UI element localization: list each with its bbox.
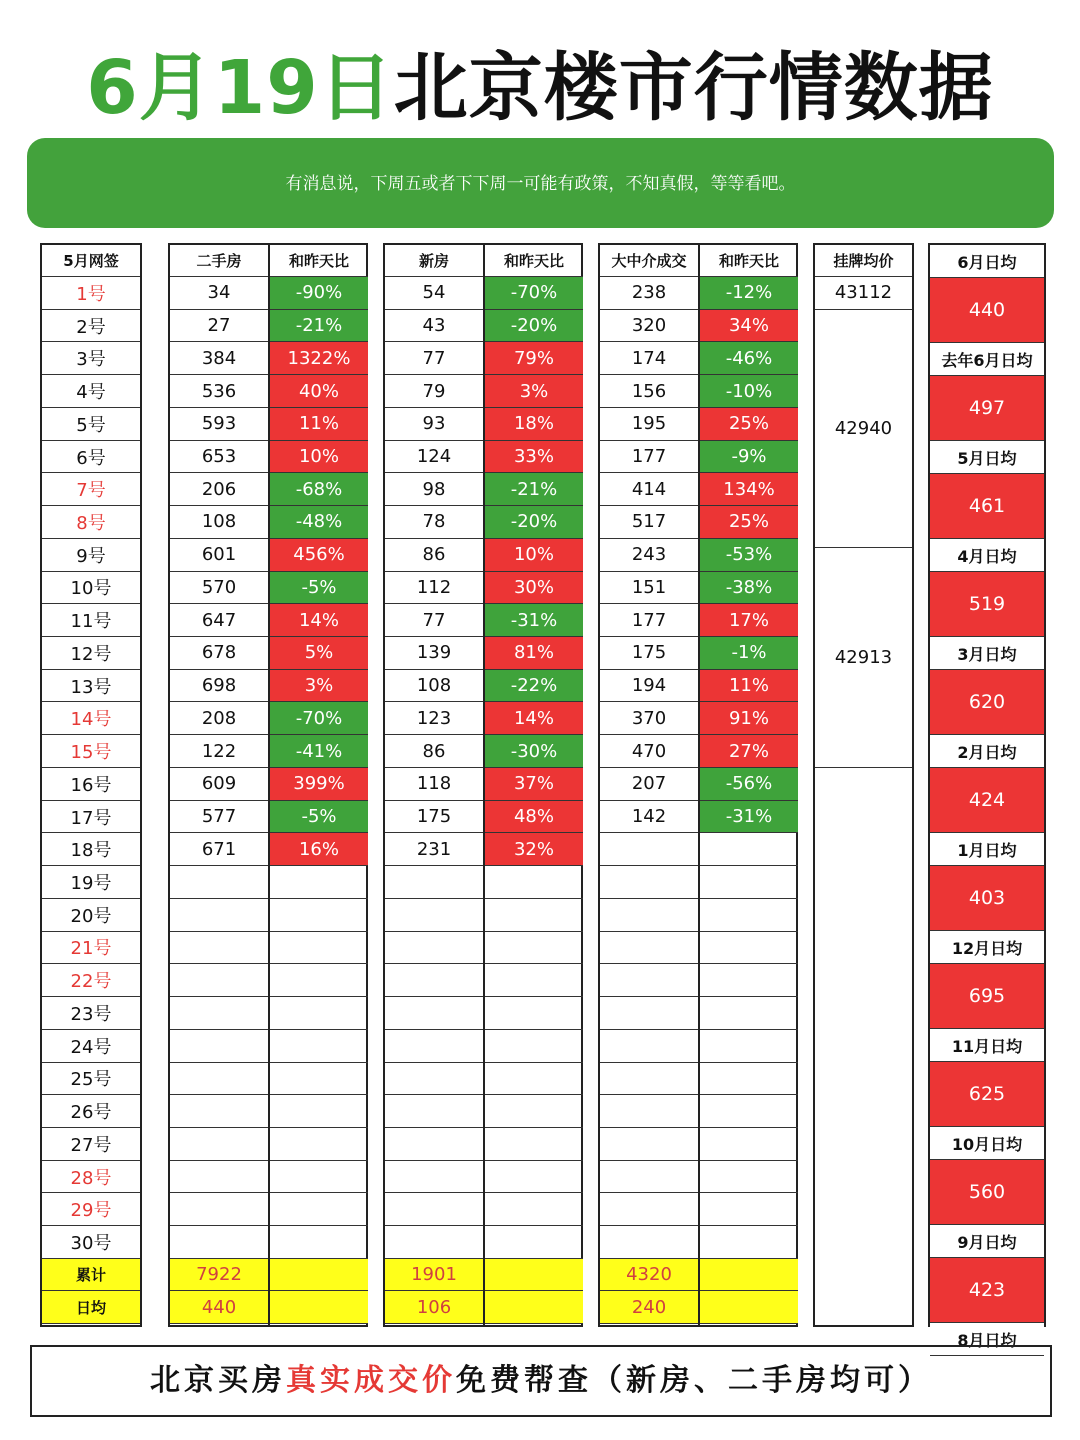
month-average: 461 — [930, 474, 1044, 539]
change-cell — [485, 1128, 583, 1161]
month-average: 620 — [930, 670, 1044, 735]
value-cell — [600, 1193, 698, 1226]
change-cell: -5% — [270, 801, 368, 834]
change-cell: 5% — [270, 637, 368, 670]
change-cell — [700, 866, 798, 899]
change-cell: -20% — [485, 506, 583, 539]
title-date: 6月19日 — [86, 45, 394, 131]
value-cell — [385, 997, 483, 1030]
total-empty — [700, 1259, 798, 1292]
month-label: 3月日均 — [930, 637, 1044, 670]
value-cell: 384 — [170, 342, 268, 375]
day-label: 26号 — [42, 1095, 140, 1128]
day-label: 8号 — [42, 506, 140, 539]
value-cell: 470 — [600, 735, 698, 768]
column-header: 和昨天比 — [700, 245, 798, 277]
title-text: 北京楼市行情数据 — [393, 45, 994, 131]
change-cell: -20% — [485, 310, 583, 343]
column-header: 和昨天比 — [270, 245, 368, 277]
value-cell: 142 — [600, 801, 698, 834]
change-cell: -70% — [270, 702, 368, 735]
value-cell — [170, 1226, 268, 1259]
change-cell: 34% — [700, 310, 798, 343]
day-label: 6号 — [42, 441, 140, 474]
month-average: 625 — [930, 1062, 1044, 1127]
column-header: 大中介成交 — [600, 245, 698, 277]
change-cell — [700, 1063, 798, 1096]
change-cell: 11% — [270, 408, 368, 441]
value-cell — [170, 1193, 268, 1226]
value-cell — [600, 964, 698, 997]
value-cell — [170, 1128, 268, 1161]
value-cell — [170, 997, 268, 1030]
value-cell — [385, 932, 483, 965]
value-cell: 370 — [600, 702, 698, 735]
change-cell: -41% — [270, 735, 368, 768]
newhouse-table — [383, 243, 583, 1327]
value-cell: 151 — [600, 572, 698, 605]
change-cell — [700, 833, 798, 866]
change-cell — [270, 964, 368, 997]
change-cell: 10% — [270, 441, 368, 474]
listing-price: 42940 — [815, 310, 912, 548]
average-empty — [700, 1291, 798, 1324]
value-cell: 139 — [385, 637, 483, 670]
month-average: 519 — [930, 572, 1044, 637]
value-cell: 208 — [170, 702, 268, 735]
change-cell — [485, 1030, 583, 1063]
monthly-column — [930, 245, 1044, 1350]
average-empty — [270, 1291, 368, 1324]
average-value: 106 — [385, 1291, 483, 1324]
change-cell: -90% — [270, 277, 368, 310]
change-cell — [270, 866, 368, 899]
change-cell — [270, 932, 368, 965]
day-label: 10号 — [42, 572, 140, 605]
change-cell — [270, 1095, 368, 1128]
change-cell — [270, 1030, 368, 1063]
total-value: 4320 — [600, 1259, 698, 1292]
change-cell — [485, 997, 583, 1030]
total-empty — [270, 1259, 368, 1292]
newhouse-value-column — [385, 245, 483, 1325]
value-cell — [385, 1063, 483, 1096]
footer-text-c: 免费帮查（新房、二手房均可） — [456, 1363, 932, 1398]
change-cell — [700, 964, 798, 997]
value-cell — [385, 1128, 483, 1161]
day-label: 3号 — [42, 342, 140, 375]
agency-change-column — [698, 245, 798, 1325]
value-cell: 231 — [385, 833, 483, 866]
change-cell: 11% — [700, 670, 798, 703]
footer-text-highlight: 真实成交价 — [286, 1363, 456, 1398]
change-cell — [270, 1128, 368, 1161]
footer-banner — [30, 1345, 1052, 1417]
change-cell: 25% — [700, 408, 798, 441]
change-cell: -12% — [700, 277, 798, 310]
change-cell: -48% — [270, 506, 368, 539]
value-cell — [170, 964, 268, 997]
value-cell: 517 — [600, 506, 698, 539]
value-cell: 86 — [385, 735, 483, 768]
month-label: 9月日均 — [930, 1225, 1044, 1258]
day-label: 28号 — [42, 1161, 140, 1194]
footer-text-a: 北京买房 — [150, 1363, 286, 1398]
column-header: 新房 — [385, 245, 483, 277]
change-cell — [700, 932, 798, 965]
change-cell — [485, 1161, 583, 1194]
value-cell — [170, 866, 268, 899]
value-cell — [385, 1161, 483, 1194]
value-cell — [170, 1030, 268, 1063]
change-cell — [485, 964, 583, 997]
day-label: 24号 — [42, 1030, 140, 1063]
change-cell: -31% — [485, 604, 583, 637]
total-empty — [485, 1259, 583, 1292]
month-average: 403 — [930, 866, 1044, 931]
month-label: 6月日均 — [930, 245, 1044, 278]
change-cell: 37% — [485, 768, 583, 801]
change-cell: -5% — [270, 572, 368, 605]
day-label: 18号 — [42, 833, 140, 866]
value-cell — [170, 932, 268, 965]
change-cell: -30% — [485, 735, 583, 768]
day-label: 15号 — [42, 735, 140, 768]
change-cell — [700, 1226, 798, 1259]
average-empty — [485, 1291, 583, 1324]
change-cell — [485, 1226, 583, 1259]
change-cell — [270, 1063, 368, 1096]
change-cell: -70% — [485, 277, 583, 310]
page-title — [0, 40, 1080, 136]
value-cell — [385, 1095, 483, 1128]
column-header: 5月网签 — [42, 245, 140, 277]
change-cell — [700, 1128, 798, 1161]
value-cell: 34 — [170, 277, 268, 310]
value-cell: 175 — [600, 637, 698, 670]
day-label: 20号 — [42, 899, 140, 932]
month-label: 去年6月日均 — [930, 343, 1044, 376]
value-cell: 177 — [600, 604, 698, 637]
change-cell: 79% — [485, 342, 583, 375]
value-cell — [385, 1030, 483, 1063]
change-cell: 30% — [485, 572, 583, 605]
value-cell: 77 — [385, 604, 483, 637]
change-cell — [700, 899, 798, 932]
day-label: 7号 — [42, 473, 140, 506]
column-header: 挂牌均价 — [815, 245, 912, 277]
change-cell: -38% — [700, 572, 798, 605]
change-cell — [270, 997, 368, 1030]
month-label: 1月日均 — [930, 833, 1044, 866]
average-label: 日均 — [42, 1291, 140, 1324]
value-cell: 79 — [385, 375, 483, 408]
value-cell: 108 — [170, 506, 268, 539]
column-header: 二手房 — [170, 245, 268, 277]
change-cell: 134% — [700, 473, 798, 506]
day-label: 2号 — [42, 310, 140, 343]
change-cell — [270, 1193, 368, 1226]
change-cell: 3% — [270, 670, 368, 703]
value-cell — [600, 1063, 698, 1096]
change-cell: 1322% — [270, 342, 368, 375]
change-cell: -22% — [485, 670, 583, 703]
change-cell: 81% — [485, 637, 583, 670]
value-cell: 678 — [170, 637, 268, 670]
total-value: 1901 — [385, 1259, 483, 1292]
average-value: 440 — [170, 1291, 268, 1324]
value-cell — [600, 1095, 698, 1128]
agency-value-column — [600, 245, 698, 1325]
change-cell — [700, 1095, 798, 1128]
total-value: 7922 — [170, 1259, 268, 1292]
day-label: 14号 — [42, 702, 140, 735]
value-cell — [385, 899, 483, 932]
month-label: 10月日均 — [930, 1127, 1044, 1160]
change-cell: 27% — [700, 735, 798, 768]
change-cell: -21% — [485, 473, 583, 506]
day-label: 30号 — [42, 1226, 140, 1259]
value-cell: 653 — [170, 441, 268, 474]
value-cell: 570 — [170, 572, 268, 605]
value-cell: 77 — [385, 342, 483, 375]
month-label: 8月日均 — [930, 1323, 1044, 1356]
value-cell: 98 — [385, 473, 483, 506]
change-cell: 32% — [485, 833, 583, 866]
change-cell: 40% — [270, 375, 368, 408]
value-cell: 175 — [385, 801, 483, 834]
value-cell: 177 — [600, 441, 698, 474]
value-cell — [170, 1161, 268, 1194]
value-cell: 123 — [385, 702, 483, 735]
listing-price-table — [813, 243, 914, 1327]
value-cell: 108 — [385, 670, 483, 703]
value-cell — [600, 866, 698, 899]
value-cell — [385, 1226, 483, 1259]
value-cell: 78 — [385, 506, 483, 539]
value-cell: 243 — [600, 539, 698, 572]
month-label: 2月日均 — [930, 735, 1044, 768]
value-cell: 577 — [170, 801, 268, 834]
newhouse-change-column — [483, 245, 583, 1325]
change-cell — [700, 1161, 798, 1194]
value-cell — [600, 833, 698, 866]
change-cell — [485, 932, 583, 965]
change-cell: -10% — [700, 375, 798, 408]
change-cell: -46% — [700, 342, 798, 375]
day-label: 29号 — [42, 1193, 140, 1226]
monthly-average-table — [928, 243, 1046, 1350]
change-cell: 399% — [270, 768, 368, 801]
change-cell — [485, 866, 583, 899]
value-cell — [385, 964, 483, 997]
change-cell: 18% — [485, 408, 583, 441]
change-cell: 33% — [485, 441, 583, 474]
day-label: 11号 — [42, 604, 140, 637]
day-label: 22号 — [42, 964, 140, 997]
value-cell: 174 — [600, 342, 698, 375]
month-average: 424 — [930, 768, 1044, 833]
secondhand-change-column — [268, 245, 368, 1325]
day-label: 16号 — [42, 768, 140, 801]
day-label: 23号 — [42, 997, 140, 1030]
value-cell — [600, 932, 698, 965]
month-average: 560 — [930, 1160, 1044, 1225]
change-cell: 17% — [700, 604, 798, 637]
change-cell: 14% — [270, 604, 368, 637]
listing-price: 43112 — [815, 277, 912, 310]
value-cell: 647 — [170, 604, 268, 637]
listing-price: 42913 — [815, 548, 912, 768]
value-cell — [600, 1030, 698, 1063]
value-cell: 601 — [170, 539, 268, 572]
change-cell: -9% — [700, 441, 798, 474]
value-cell: 54 — [385, 277, 483, 310]
value-cell — [170, 1063, 268, 1096]
value-cell: 320 — [600, 310, 698, 343]
secondhand-table — [168, 243, 368, 1327]
value-cell — [600, 1161, 698, 1194]
change-cell — [485, 1063, 583, 1096]
change-cell — [700, 1193, 798, 1226]
agency-table — [598, 243, 798, 1327]
change-cell: -31% — [700, 801, 798, 834]
change-cell: 91% — [700, 702, 798, 735]
change-cell: -68% — [270, 473, 368, 506]
value-cell — [385, 1193, 483, 1226]
day-column — [42, 245, 140, 1325]
value-cell: 536 — [170, 375, 268, 408]
day-label: 17号 — [42, 801, 140, 834]
value-cell: 698 — [170, 670, 268, 703]
month-label: 4月日均 — [930, 539, 1044, 572]
day-label: 13号 — [42, 670, 140, 703]
value-cell — [600, 1128, 698, 1161]
change-cell: 48% — [485, 801, 583, 834]
change-cell — [485, 1095, 583, 1128]
change-cell: -53% — [700, 539, 798, 572]
value-cell — [170, 1095, 268, 1128]
day-label: 19号 — [42, 866, 140, 899]
month-average: 423 — [930, 1258, 1044, 1323]
value-cell: 43 — [385, 310, 483, 343]
value-cell — [600, 1226, 698, 1259]
value-cell: 124 — [385, 441, 483, 474]
day-label: 25号 — [42, 1063, 140, 1096]
value-cell: 93 — [385, 408, 483, 441]
value-cell: 194 — [600, 670, 698, 703]
value-cell: 156 — [600, 375, 698, 408]
average-value: 240 — [600, 1291, 698, 1324]
value-cell — [385, 866, 483, 899]
day-label: 1号 — [42, 277, 140, 310]
value-cell: 195 — [600, 408, 698, 441]
total-label: 累计 — [42, 1259, 140, 1292]
change-cell — [485, 1193, 583, 1226]
day-label: 4号 — [42, 375, 140, 408]
value-cell: 593 — [170, 408, 268, 441]
value-cell: 609 — [170, 768, 268, 801]
month-average: 497 — [930, 376, 1044, 441]
day-label: 27号 — [42, 1128, 140, 1161]
change-cell: -1% — [700, 637, 798, 670]
change-cell: 456% — [270, 539, 368, 572]
value-cell: 122 — [170, 735, 268, 768]
change-cell — [700, 1030, 798, 1063]
month-label: 11月日均 — [930, 1029, 1044, 1062]
value-cell — [600, 997, 698, 1030]
value-cell: 671 — [170, 833, 268, 866]
month-label: 12月日均 — [930, 931, 1044, 964]
secondhand-value-column — [170, 245, 268, 1325]
value-cell: 112 — [385, 572, 483, 605]
change-cell: 10% — [485, 539, 583, 572]
value-cell — [170, 899, 268, 932]
month-average: 440 — [930, 278, 1044, 343]
change-cell: 25% — [700, 506, 798, 539]
change-cell — [270, 899, 368, 932]
month-label: 5月日均 — [930, 441, 1044, 474]
change-cell: -56% — [700, 768, 798, 801]
change-cell: -21% — [270, 310, 368, 343]
day-label: 5号 — [42, 408, 140, 441]
value-cell: 118 — [385, 768, 483, 801]
day-label: 12号 — [42, 637, 140, 670]
value-cell — [600, 899, 698, 932]
value-cell: 27 — [170, 310, 268, 343]
month-average: 695 — [930, 964, 1044, 1029]
day-label: 21号 — [42, 932, 140, 965]
day-table — [40, 243, 142, 1327]
column-header: 和昨天比 — [485, 245, 583, 277]
listing-column — [815, 245, 912, 1325]
value-cell: 206 — [170, 473, 268, 506]
value-cell: 238 — [600, 277, 698, 310]
value-cell: 207 — [600, 768, 698, 801]
value-cell: 414 — [600, 473, 698, 506]
change-cell — [270, 1226, 368, 1259]
change-cell: 16% — [270, 833, 368, 866]
value-cell: 86 — [385, 539, 483, 572]
change-cell — [485, 899, 583, 932]
change-cell — [700, 997, 798, 1030]
day-label: 9号 — [42, 539, 140, 572]
change-cell: 14% — [485, 702, 583, 735]
news-banner: 有消息说，下周五或者下下周一可能有政策，不知真假，等等看吧。 — [27, 138, 1054, 228]
change-cell: 3% — [485, 375, 583, 408]
change-cell — [270, 1161, 368, 1194]
